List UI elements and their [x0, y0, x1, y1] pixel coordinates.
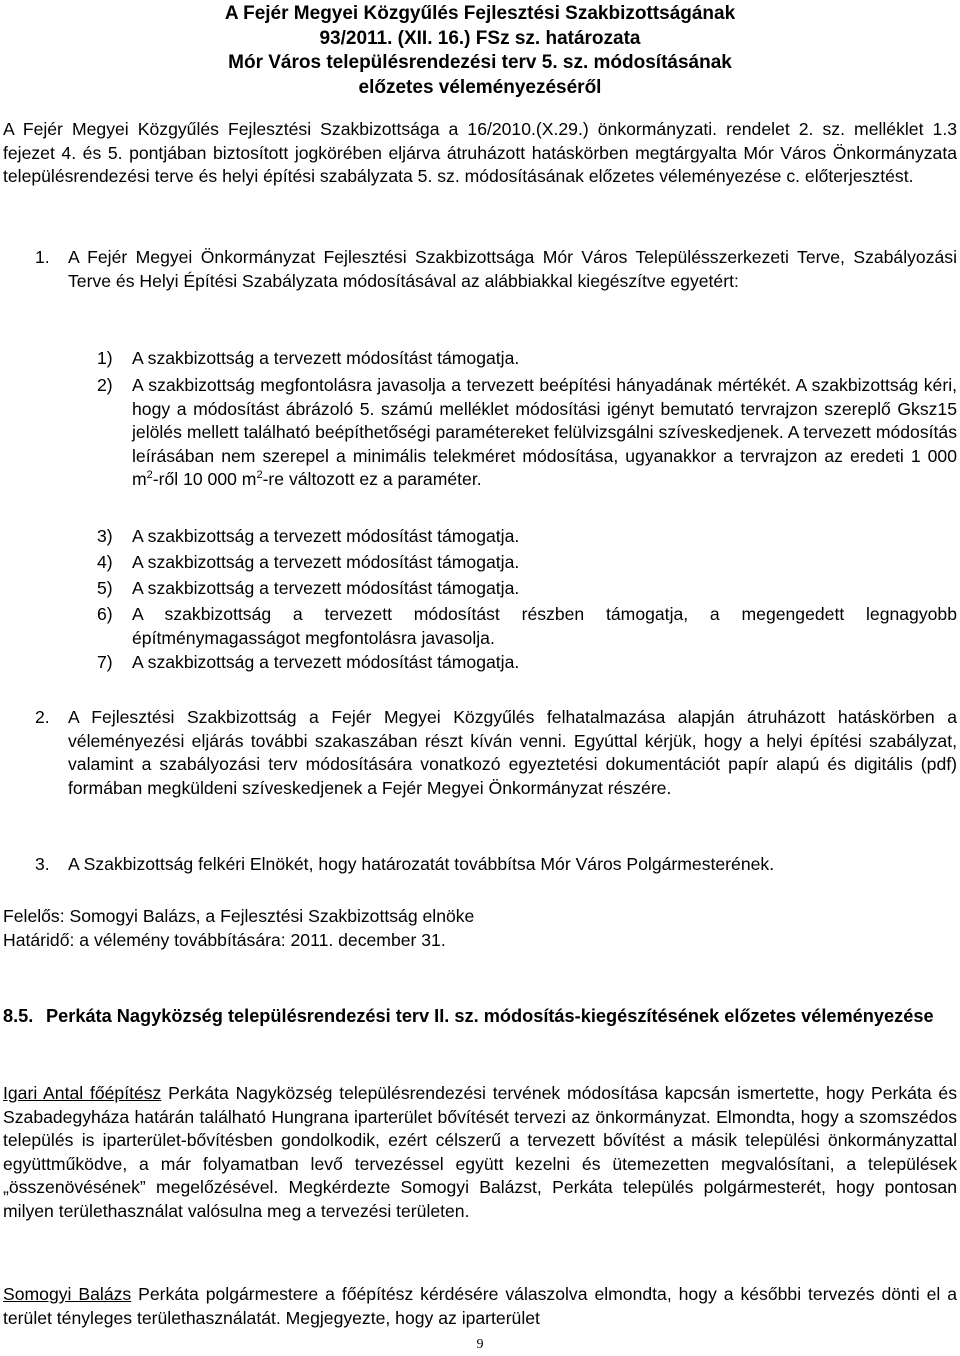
- section-title: Perkáta Nagyközség településrendezési terv II. sz. módosítás-kiegészítésének előzetes véleményezése: [46, 1006, 934, 1026]
- subitem-3-number: 3): [97, 526, 113, 546]
- igari-paragraph: [3, 1082, 957, 1223]
- point-2-number: 2.: [35, 707, 50, 727]
- point-3: [35, 853, 957, 877]
- point-3-number: 3.: [35, 854, 50, 874]
- subitem-6-number: 6): [97, 604, 113, 624]
- heading-line-2: 93/2011. (XII. 16.) FSz sz. határozata: [319, 27, 641, 49]
- subitem-2-text-a: A szakbizottság megfontolásra javasolja a tervezett beépítési hányadának mértékét. A szakbizottság kéri, hogy a módosítást ábrázoló 5. számú melléklet módosítási igényt bemutató tervrajzon szereplő Gksz15 jelölés mellett található beépíthetőségi paramétereket felülvizsgálni szíveskedjenek. A tervezett módosítás leírásában nem szerepel a minimális telekméret módosítása, ugyanakkor a tervrajzon az eredeti 1 000 m: [132, 375, 957, 489]
- subitem-4-number: 4): [97, 552, 113, 572]
- heading-line-3: Mór Város településrendezési terv 5. sz. módosításának: [228, 52, 732, 73]
- igari-text: Perkáta Nagyközség településrendezési tervének módosítása kapcsán ismertette, hogy Perkáta és Szabadegyháza határán található Hungrana iparterület bővítését tervezi az önkormányzat. Elmondta, hogy a szomszédos település is iparterület-bővítésben gondolkodik, ezért célszerű a tervezett bővítést a másik települési önkormányzattal együttműködve, a már folyamatban levő tervezéssel együtt kezelni és ütemezetten megvalósítani, a települések „összenövésének” megelőzésével. Megkérdezte Somogyi Balázst, Perkáta település polgármesterét, hogy pontosan milyen területhasználat valósulna meg a tervezési területen.: [3, 1083, 957, 1221]
- point-1-text: A Fejér Megyei Önkormányzat Fejlesztési Szakbizottsága Mór Város Településszerkezeti Terve, Szabályozási Terve és Helyi Építési Szabályzata módosításával az alábbiakkal kiegészítve egyetért:: [68, 247, 957, 291]
- subitem-6: [97, 603, 957, 650]
- speaker-somogyi: Somogyi Balázs: [3, 1284, 132, 1304]
- deadline-line: Határidő: a vélemény továbbítására: 2011. december 31.: [3, 930, 446, 950]
- point-3-text: A Szakbizottság felkéri Elnökét, hogy határozatát továbbítsa Mór Város Polgármesterének.: [68, 854, 775, 874]
- subitem-7-number: 7): [97, 652, 113, 672]
- somogyi-text: Perkáta polgármestere a főépítész kérdésére válaszolva elmondta, hogy a későbbi tervezés dönti el a terület tényleges területhasználatát. Megjegyezte, hogy az iparterület: [3, 1284, 957, 1328]
- superscript-1: 2: [146, 469, 153, 482]
- responsible-line: Felelős: Somogyi Balázs, a Fejlesztési Szakbizottság elnöke: [3, 906, 475, 926]
- point-1: [35, 246, 957, 293]
- subitem-4-text: A szakbizottság a tervezett módosítást támogatja.: [132, 552, 520, 572]
- heading-line-1: A Fejér Megyei Közgyűlés Fejlesztési Szakbizottságának: [224, 3, 736, 24]
- subitem-5-number: 5): [97, 578, 113, 598]
- subitem-1-number: 1): [97, 348, 113, 368]
- intro-paragraph: A Fejér Megyei Közgyűlés Fejlesztési Szakbizottsága a 16/2010.(X.29.) önkormányzati. rendelet 2. sz. melléklet 1.3 fejezet 4. és 5. pontjában biztosított jogkörében eljárva átruházott hatáskörben megtárgyalta Mór Város Önkormányzata településrendezési terve és helyi építési szabályzata 5. sz. módosításának előzetes véleményezése c. előterjesztést.: [3, 119, 957, 186]
- somogyi-paragraph: [3, 1283, 957, 1330]
- section-number: 8.5.: [3, 1006, 34, 1026]
- subitem-5: [97, 577, 957, 601]
- subitem-2-text-b: -ről 10 000 m: [152, 469, 257, 489]
- subitem-2-number: 2): [97, 375, 113, 395]
- superscript-2: 2: [256, 469, 263, 482]
- heading-line-4: előzetes véleményezéséről: [358, 76, 602, 98]
- page-number: 9: [476, 1337, 484, 1352]
- speaker-igari: Igari Antal főépítész: [3, 1083, 162, 1103]
- subitem-2-text-c: -re változott ez a paraméter.: [262, 469, 482, 489]
- subitem-4: [97, 551, 957, 575]
- subitem-2-text: [132, 374, 957, 492]
- subitem-3-text: A szakbizottság a tervezett módosítást támogatja.: [132, 526, 520, 546]
- subitem-7-text: A szakbizottság a tervezett módosítást támogatja.: [132, 652, 520, 672]
- subitem-6-text: A szakbizottság a tervezett módosítást részben támogatja, a megengedett legnagyobb építménymagasságot megfontolásra javasolja.: [132, 604, 957, 648]
- subitem-1: [97, 347, 957, 371]
- subitem-2: [97, 374, 957, 492]
- point-1-number: 1.: [35, 247, 50, 267]
- point-2-text: A Fejlesztési Szakbizottság a Fejér Megyei Közgyűlés felhatalmazása alapján átruházott hatáskörben a véleményezési eljárás további szakaszában részt kíván venni. Egyúttal kérjük, hogy a helyi építési szabályzat, valamint a szabályozási terv módosítására vonatkozó egyeztetési dokumentációt papír alapú és digitális (pdf) formában megküldeni szíveskedjenek a Fejér Megyei Önkormányzat részére.: [68, 707, 957, 798]
- subitem-3: [97, 525, 957, 549]
- subitem-1-text: A szakbizottság a tervezett módosítást támogatja.: [132, 348, 520, 368]
- point-2: [35, 706, 957, 800]
- subitem-5-text: A szakbizottság a tervezett módosítást támogatja.: [132, 578, 520, 598]
- section-heading: [3, 1004, 957, 1028]
- resolution-heading: [0, 2, 960, 100]
- subitem-7: [97, 651, 957, 675]
